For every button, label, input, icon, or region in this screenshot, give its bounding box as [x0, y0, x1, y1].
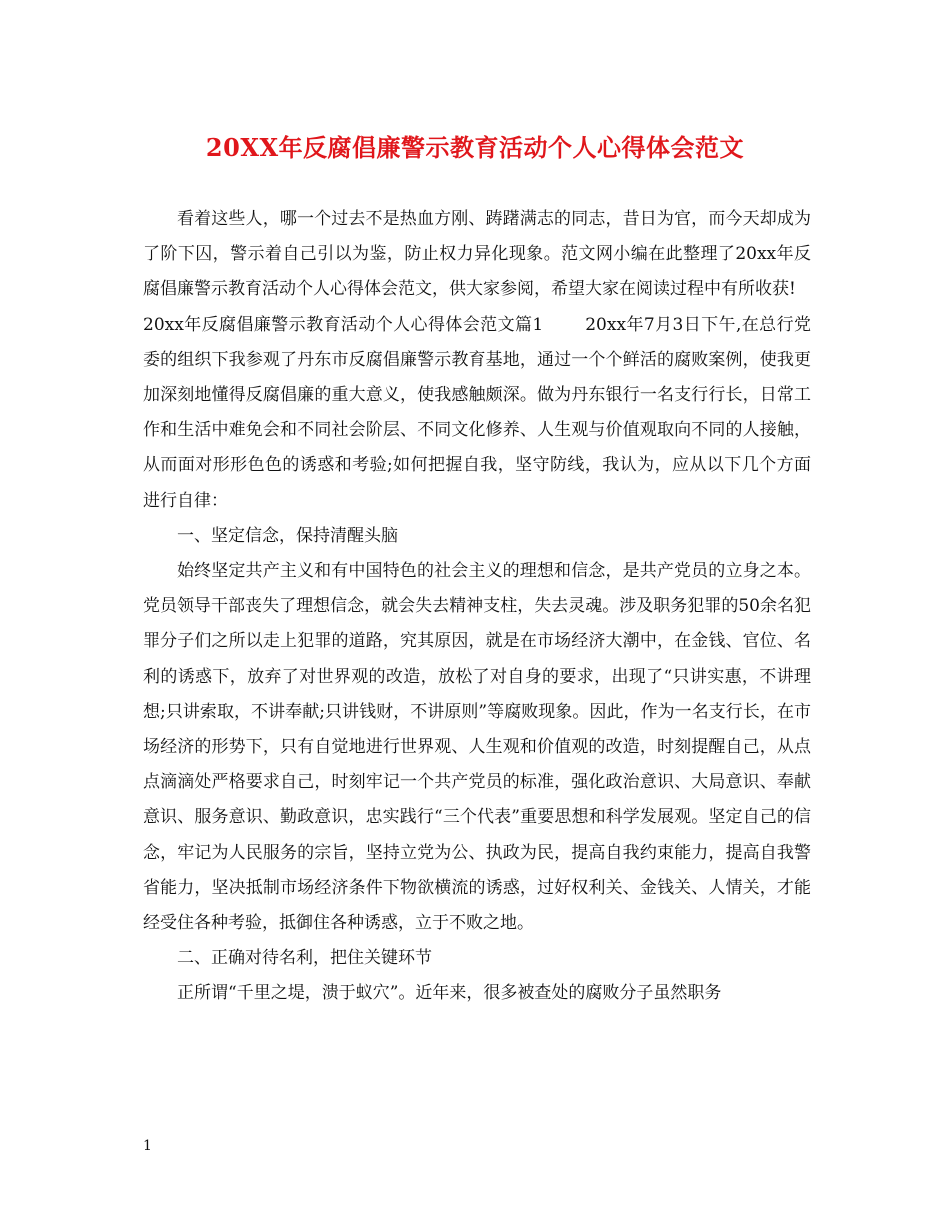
page-number: 1	[143, 1138, 152, 1154]
section-heading-1: 一、坚定信念，保持清醒头脑	[177, 525, 398, 546]
article-opening: 20xx年7月3日下午,在总行党委的组织下我参观了丹东市反腐倡廉警示教育基地，通过一个个鲜活的腐败案例，使我更加深刻地懂得反腐倡廉的重大意义，使我感触颇深。做为丹东银行一名支行行长，日常工作和生活中难免会和不同社会阶层、不同文化修养、人生观与价值观取向不同的人接触，从而面对形形色色的诱惑和考验;如何把握自我，坚守防线，我认为，应从以下几个方面进行自律：	[143, 314, 811, 511]
section-body-2: 正所谓“千里之堤，溃于蚁穴”。近年来，很多被查处的腐败分子虽然职务	[177, 983, 722, 1004]
article-paragraph	[143, 308, 811, 519]
document-body	[143, 202, 811, 1012]
section-heading-2: 二、正确对待名利，把住关键环节	[177, 948, 432, 969]
intro-paragraph: 看着这些人，哪一个过去不是热血方刚、踌躇满志的同志，昔日为官，而今天却成为了阶下囚，警示着自己引以为鉴，防止权力异化现象。范文网小编在此整理了20xx年反腐倡廉警示教育活动个人心得体会范文，供大家参阅，希望大家在阅读过程中有所收获!	[143, 209, 811, 300]
document-title: 20XX年反腐倡廉警示教育活动个人心得体会范文	[205, 133, 745, 162]
section-body-1: 始终坚定共产主义和有中国特色的社会主义的理想和信念，是共产党员的立身之本。党员领导干部丧失了理想信念，就会失去精神支柱，失去灵魂。涉及职务犯罪的50余名犯罪分子们之所以走上犯罪的道路，究其原因，就是在市场经济大潮中，在金钱、官位、名利的诱惑下，放弃了对世界观的改造，放松了对自身的要求，出现了“只讲实惠，不讲理想;只讲索取，不讲奉献;只讲钱财，不讲原则”等腐败现象。因此，作为一名支行长，在市场经济的形势下，只有自觉地进行世界观、人生观和价值观的改造，时刻提醒自己，从点点滴滴处严格要求自己，时刻牢记一个共产党员的标准，强化政治意识、大局意识、奉献意识、服务意识、勤政意识，忠实践行“三个代表”重要思想和科学发展观。坚定自己的信念，牢记为人民服务的宗旨，坚持立党为公、执政为民，提高自我约束能力，提高自我警省能力，坚决抵制市场经济条件下物欲横流的诱惑，过好权利关、金钱关、人情关，才能经受住各种考验，抵御住各种诱惑，立于不败之地。	[143, 561, 811, 934]
article-heading: 20xx年反腐倡廉警示教育活动个人心得体会范文篇1	[143, 314, 544, 335]
